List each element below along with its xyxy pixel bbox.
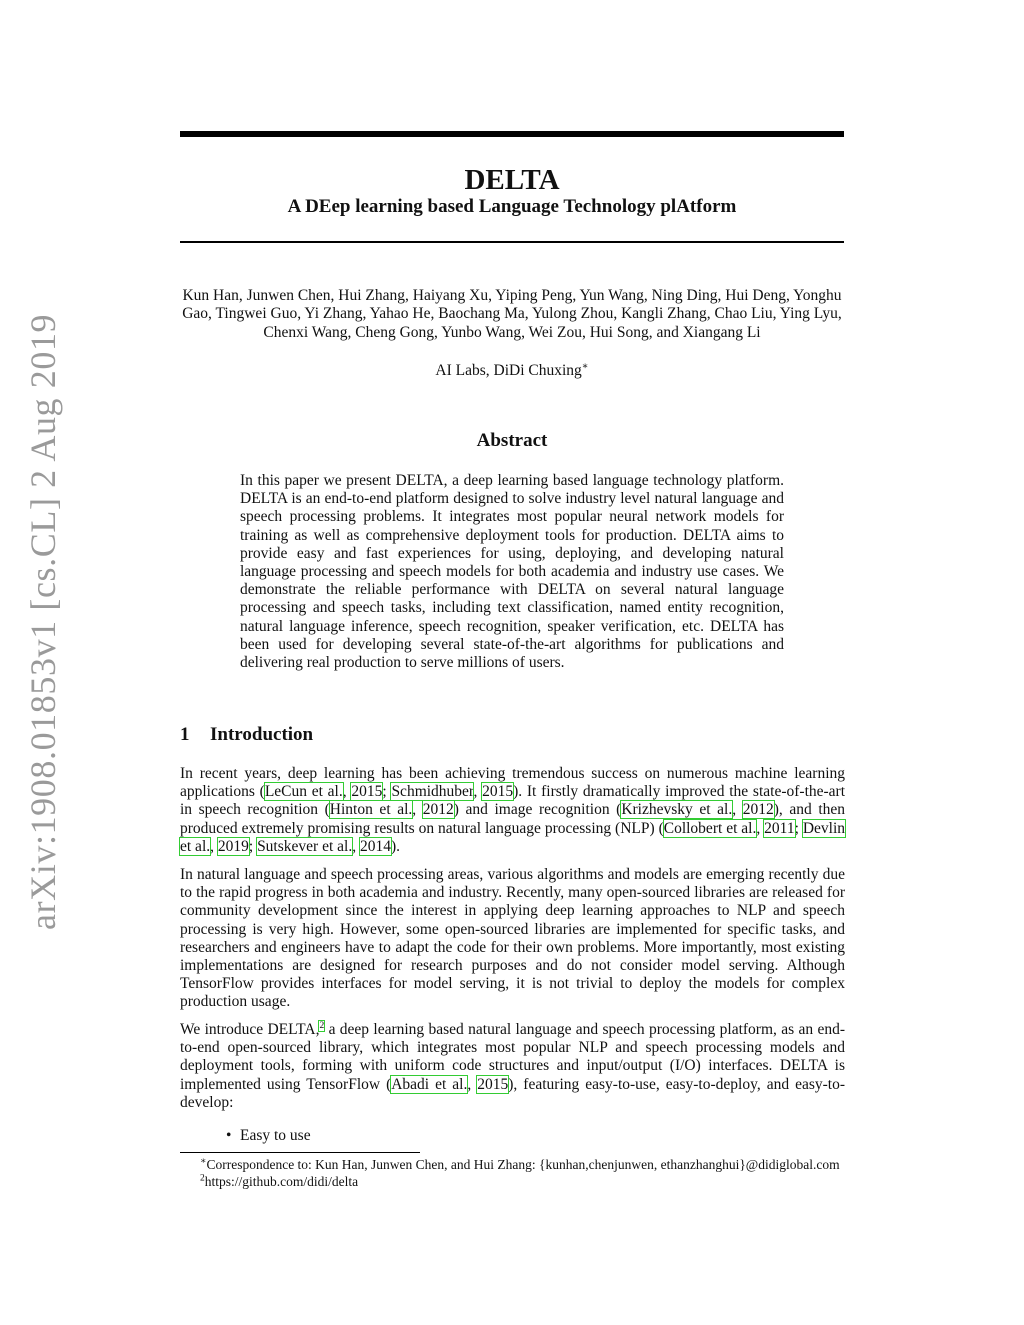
text-run: ), featuring easy-to-use, easy-to-deploy, and easy-to-develop: [180,1075,845,1111]
text-run: ), and then produced extremely promising results on natural language processing (NLP) ( [180,801,846,837]
text-run: ; [382,783,392,801]
citation-link[interactable]: 2011 [764,819,795,837]
footnote-text: Correspondence to: Kun Han, Junwen Chen, and Hui Zhang: {kunhan,chenjunwen, ethanzhanghui}@didiglobal.com [206,1157,840,1172]
citation-link[interactable]: LeCun et al. [264,783,343,801]
citation-link[interactable]: Hinton et al. [329,801,413,819]
citation-link[interactable]: Devlin et al. [180,819,846,855]
footnote-ref-link[interactable]: 2 [319,1020,325,1031]
section-number: 1 [180,724,190,745]
text-run: , [467,1075,478,1093]
text-run: a deep learning based natural language and speech processing platform, as an end-to-end open-sourced library, which integrates most popular NLP and speech processing models and deployment tools, forming with uniform code structures and input/output (I/O) interfaces. DELTA is implemented using TensorFlow ( [180,1021,845,1093]
text-run: ; [794,819,803,837]
citation-link[interactable]: Sutskever et al. [257,837,353,855]
footnote-rule [180,1152,420,1153]
text-run: , [732,801,743,819]
abstract-body: In this paper we present DELTA, a deep learning based language technology platform. DELTA is an end-to-end platform designed to solve industry level natural language and speech processing problems. It integrates most popular neural network models for training as well as comprehensive deployment tools for production. DELTA aims to provide easy and fast experiences for using, deploying, and developing natural language processing and speech models for both academia and industry use cases. We demonstrate the reliable performance with DELTA on several natural language processing and speech tasks, including text classification, named entity recognition, natural language inference, speech recognition, speaker verification, etc. DELTA has been used for developing several state-of-the-art algorithms for publications and delivering real production to serve millions of users. [240,472,784,672]
section-title: Introduction [210,724,314,745]
text-run: , [342,783,352,801]
feature-list [226,1127,311,1145]
footnote-github [180,1173,845,1190]
citation-link[interactable]: Schmidhuber [391,783,474,801]
text-run: , [412,801,423,819]
footnote-correspondence [180,1156,845,1173]
citation-link[interactable]: Krizhevsky et al. [621,801,733,819]
footnote-url[interactable]: https://github.com/didi/delta [204,1174,359,1189]
citation-link[interactable]: 2012 [422,801,454,819]
title-rule-top [180,131,844,137]
intro-paragraph-3 [180,1021,845,1112]
citation-link[interactable]: 2019 [217,837,249,855]
citation-link[interactable]: 2014 [359,837,391,855]
footnote-mark: 2 [200,1173,205,1184]
citation-link[interactable]: 2012 [742,801,774,819]
text-run: , [756,819,765,837]
intro-paragraph-1 [180,765,845,856]
affiliation-text: AI Labs, DiDi Chuxing [435,362,582,380]
section-heading-introduction [180,724,313,746]
text-run: We introduce DELTA, [180,1021,320,1038]
footnotes [180,1156,845,1190]
abstract-heading: Abstract [476,430,548,451]
text-run: In recent years, deep learning has been achieving tremendous success on numerous machine learning applications ( [180,765,845,801]
author-list: Kun Han, Junwen Chen, Hui Zhang, Haiyang Xu, Yiping Peng, Yun Wang, Ning Ding, Hui Deng, Yonghu Gao, Tingwei Guo, Yi Zhang, Yahao He, Baochang Ma, Yulong Zhou, Kangli Zhang, Chao Liu, Ying Lyu, Chenxi Wang, Cheng Gong, Yunbo Wang, Wei Zou, Hui Song, and Xiangang Li [182,287,842,341]
citation-link[interactable]: Collobert et al. [663,819,757,837]
text-run: ; [248,837,258,855]
citation-link[interactable]: Abadi et al. [391,1075,468,1093]
text-run: ). [390,837,400,855]
text-run: , [210,837,218,855]
text-run: , [473,783,483,801]
title-rule-bottom [180,241,844,243]
text-run: ). It firstly dramatically improved the state-of-the-art in speech recognition ( [180,783,846,819]
intro-paragraph-2: In natural language and speech processing areas, various algorithms and models are emerging recently due to the rapid progress in both academia and industry. Recently, many open-sourced libraries are released for community development since the interest in applying deep learning approaches to NLP and speech processing is very high. However, some open-sourced libraries are implemented for specific tasks, and researchers and engineers have to adapt the code for their own problems. More importantly, most existing implementations are designed for research purposes and do not consider model serving. Although TensorFlow provides interfaces for model serving, it is not trivial to deploy the models for complex production usage. [180,866,845,1011]
affiliation [0,358,1024,380]
text-run: ) and image recognition ( [453,801,622,819]
paper-subtitle: A DEep learning based Language Technology plAtform [287,196,737,217]
citation-link[interactable]: 2015 [351,783,383,801]
list-item: • Easy to use [226,1127,311,1145]
text-run: , [352,837,360,855]
citation-link[interactable]: 2015 [477,1075,509,1093]
affiliation-footnote-mark[interactable]: ∗ [581,361,589,372]
arxiv-stamp: arXiv:1908.01853v1 [cs.CL] 2 Aug 2019 [23,313,63,930]
citation-link[interactable]: 2015 [482,783,514,801]
footnote-mark: ∗ [200,1156,207,1167]
paper-title: DELTA [464,164,560,196]
